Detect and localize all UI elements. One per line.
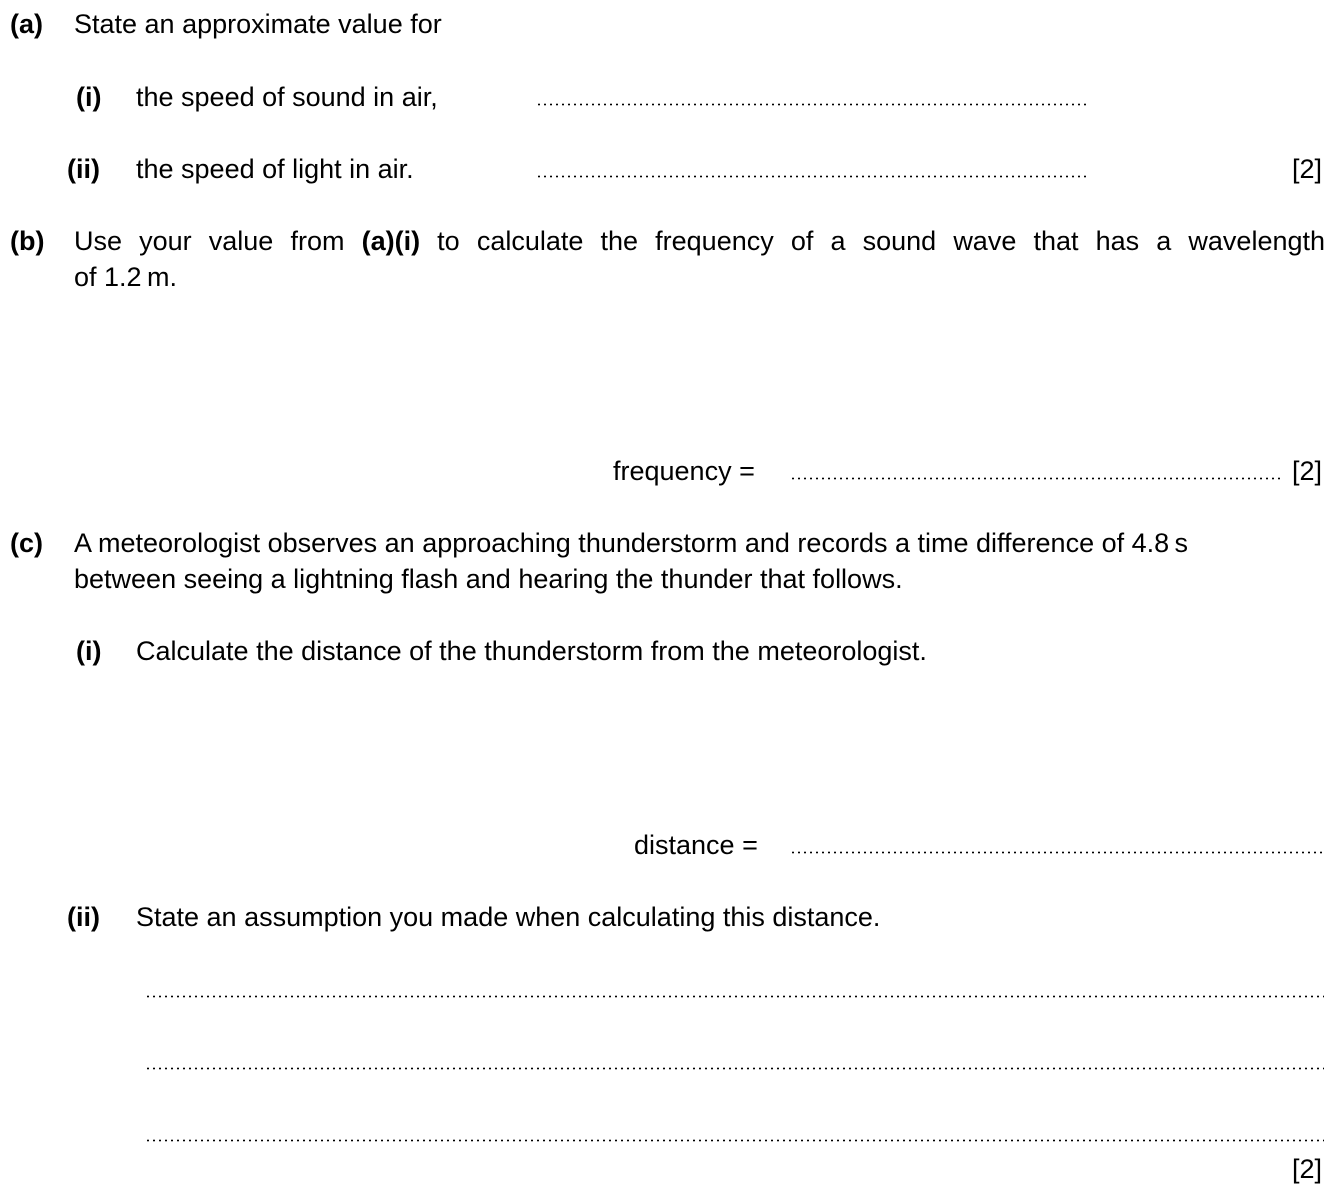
part-c-ii-label: (ii) xyxy=(67,902,100,932)
part-b-reference: (a)(i) xyxy=(361,226,421,256)
answer-line-assumption-2[interactable] xyxy=(145,1067,1324,1070)
part-b-text-post: to calculate the frequency of a sound wave that has a wavelength xyxy=(420,226,1326,256)
part-c-i-text: Calculate the distance of the thunderstorm from the meteorologist. xyxy=(136,636,927,666)
answer-line-distance[interactable] xyxy=(790,851,1324,854)
part-a-ii-label: (ii) xyxy=(67,154,100,184)
part-c-line-2: between seeing a lightning flash and hearing the thunder that follows. xyxy=(74,564,903,594)
part-b-text-pre: Use your value from xyxy=(74,226,362,256)
part-b-marks: [2] xyxy=(1292,456,1323,486)
part-b-line-2: of 1.2 m. xyxy=(74,262,177,292)
answer-line-frequency[interactable] xyxy=(790,477,1280,480)
part-b-line-1 xyxy=(74,228,1325,255)
part-a-stem: State an approximate value for xyxy=(74,9,442,39)
answer-line-sound-speed[interactable] xyxy=(536,103,1086,106)
distance-label: distance = xyxy=(634,830,758,860)
part-a-i-label: (i) xyxy=(76,82,102,112)
answer-line-assumption-1[interactable] xyxy=(145,995,1324,998)
part-c-marks: [2] xyxy=(1292,1154,1323,1184)
frequency-label: frequency = xyxy=(613,456,755,486)
part-a-marks: [2] xyxy=(1292,154,1323,184)
part-c-i-label: (i) xyxy=(76,636,102,666)
part-a-i-text: the speed of sound in air, xyxy=(136,82,438,112)
part-c-line-1: A meteorologist observes an approaching thunderstorm and records a time difference of 4.8 s xyxy=(74,528,1189,558)
part-a-ii-text: the speed of light in air. xyxy=(136,154,414,184)
part-a-label: (a) xyxy=(10,9,43,39)
part-c-label: (c) xyxy=(10,528,43,558)
part-c-ii-text: State an assumption you made when calculating this distance. xyxy=(136,902,881,932)
part-b-label: (b) xyxy=(10,226,45,256)
answer-line-light-speed[interactable] xyxy=(536,175,1086,178)
answer-line-assumption-3[interactable] xyxy=(145,1139,1324,1142)
